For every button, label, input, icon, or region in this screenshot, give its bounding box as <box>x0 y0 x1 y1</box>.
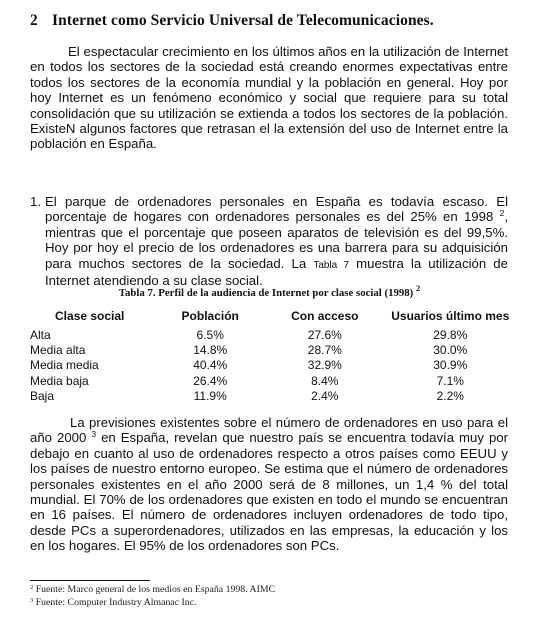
cell-poblacion: 26.4% <box>193 373 228 388</box>
table-row <box>28 389 520 404</box>
cell-usuarios: 29.8% <box>433 327 468 342</box>
forecast-text-part2: en España, revelan que nuestro país se encuentra todavía muy por debajo en cuanto al uso de ordenadores respecto a otros países como EEUU y los países de nuestro entorno europeo. Se estima que el número de ordenadores personales existentes en el año 2000 será de 8 millones, un 1,4 % del total mundial. El 70% de los ordenadores que existen en todo el mundo se encuentran en 16 países. El número de ordenadores incluyen ordenadores de todo tipo, desde PCs a superordenadores, utilizados en las empresas, la educación y los en los hogares. El 95% de los ordenadores son PCs. <box>30 430 509 554</box>
table-header-row <box>28 308 520 327</box>
footnote-mark: 2 <box>30 584 34 591</box>
table-row <box>28 342 520 357</box>
footnote-mark: 3 <box>30 596 34 604</box>
table-row <box>28 358 520 373</box>
cell-con-acceso: 2.4% <box>311 389 339 404</box>
footnotes <box>30 584 275 609</box>
cell-usuarios: 30.9% <box>433 358 468 373</box>
cell-clase: Alta <box>30 327 51 342</box>
item-body <box>45 194 508 288</box>
section-title: Internet como Servicio Universal de Telecomunicaciones. <box>52 12 434 29</box>
item-text-part1: El parque de ordenadores personales en España es todavía escaso. El porcentaje de hogares con ordenadores personales es del 25% en 1998 <box>45 194 508 225</box>
cell-con-acceso: 8.4% <box>311 373 339 388</box>
cell-usuarios: 2.2% <box>436 389 464 404</box>
cell-poblacion: 14.8% <box>193 343 228 358</box>
footnote-divider <box>30 580 150 581</box>
table-reference: Tabla 7 <box>313 259 350 271</box>
intro-paragraph: El espectacular crecimiento en los últimos años en la utilización de Internet en todos los sectores de la sociedad está creando enormes expectativas entre todos los sectores de la economía mundial y la población en general. Hoy por hoy Internet es un fenómeno económico y social que requiere para su total consolidación que su utilización se extienda a todos los sectores de la población. ExisteN algunos factores que retrasan el la extensión del uso de Internet entre la población en España. <box>30 44 508 152</box>
table-caption <box>0 283 539 299</box>
item-text-part3: muestra la utilización de Internet atendiendo a su clase social. <box>45 255 508 289</box>
item-text-part2: , mientras que el porcentaje que poseen aparatos de televisión es del 99,5%. Hoy por hoy el precio de los ordenadores es una barrera para su adquisición para muchos sectores de la sociedad. La <box>45 209 508 271</box>
cell-poblacion: 6.5% <box>196 327 224 342</box>
cell-clase: Media baja <box>30 373 89 388</box>
header-usuarios-ultimo-mes: Usuarios último mes <box>391 309 510 323</box>
cell-con-acceso: 27.6% <box>307 327 342 342</box>
table-caption-footnote-ref: 2 <box>415 283 421 293</box>
footnote-3 <box>30 597 275 610</box>
footnote-2 <box>30 584 275 597</box>
table-row <box>28 327 520 342</box>
cell-clase: Media alta <box>30 343 86 358</box>
cell-clase: Baja <box>30 389 55 404</box>
cell-con-acceso: 28.7% <box>307 343 342 358</box>
section-number: 2 <box>30 12 38 29</box>
cell-usuarios: 30.0% <box>433 343 468 358</box>
forecast-paragraph <box>30 415 508 554</box>
cell-poblacion: 40.4% <box>193 358 228 373</box>
footnote-text: Fuente: Marco general de los medios en España 1998. AIMC <box>35 584 276 595</box>
footnote-ref-3: 3 <box>91 429 97 440</box>
footnote-ref-2: 2 <box>499 208 505 219</box>
cell-clase: Media media <box>30 358 99 373</box>
table-caption-text: Tabla 7. Perfil de la audiencia de Internet por clase social (1998) <box>118 287 414 299</box>
section-heading <box>30 12 530 30</box>
cell-poblacion: 11.9% <box>193 389 227 404</box>
item-marker: 1. <box>30 194 41 209</box>
cell-con-acceso: 32.9% <box>307 358 342 373</box>
header-clase-social: Clase social <box>55 309 125 323</box>
cell-usuarios: 7.1% <box>436 373 464 388</box>
forecast-text-part1: La previsiones existentes sobre el número de ordenadores en uso para el año 2000 <box>30 415 508 446</box>
header-con-acceso: Con acceso <box>291 309 359 323</box>
footnote-text: Fuente: Computer Industry Almanac Inc. <box>35 596 197 608</box>
table-row <box>28 373 520 388</box>
header-poblacion: Población <box>181 309 239 323</box>
audience-table <box>28 308 520 404</box>
